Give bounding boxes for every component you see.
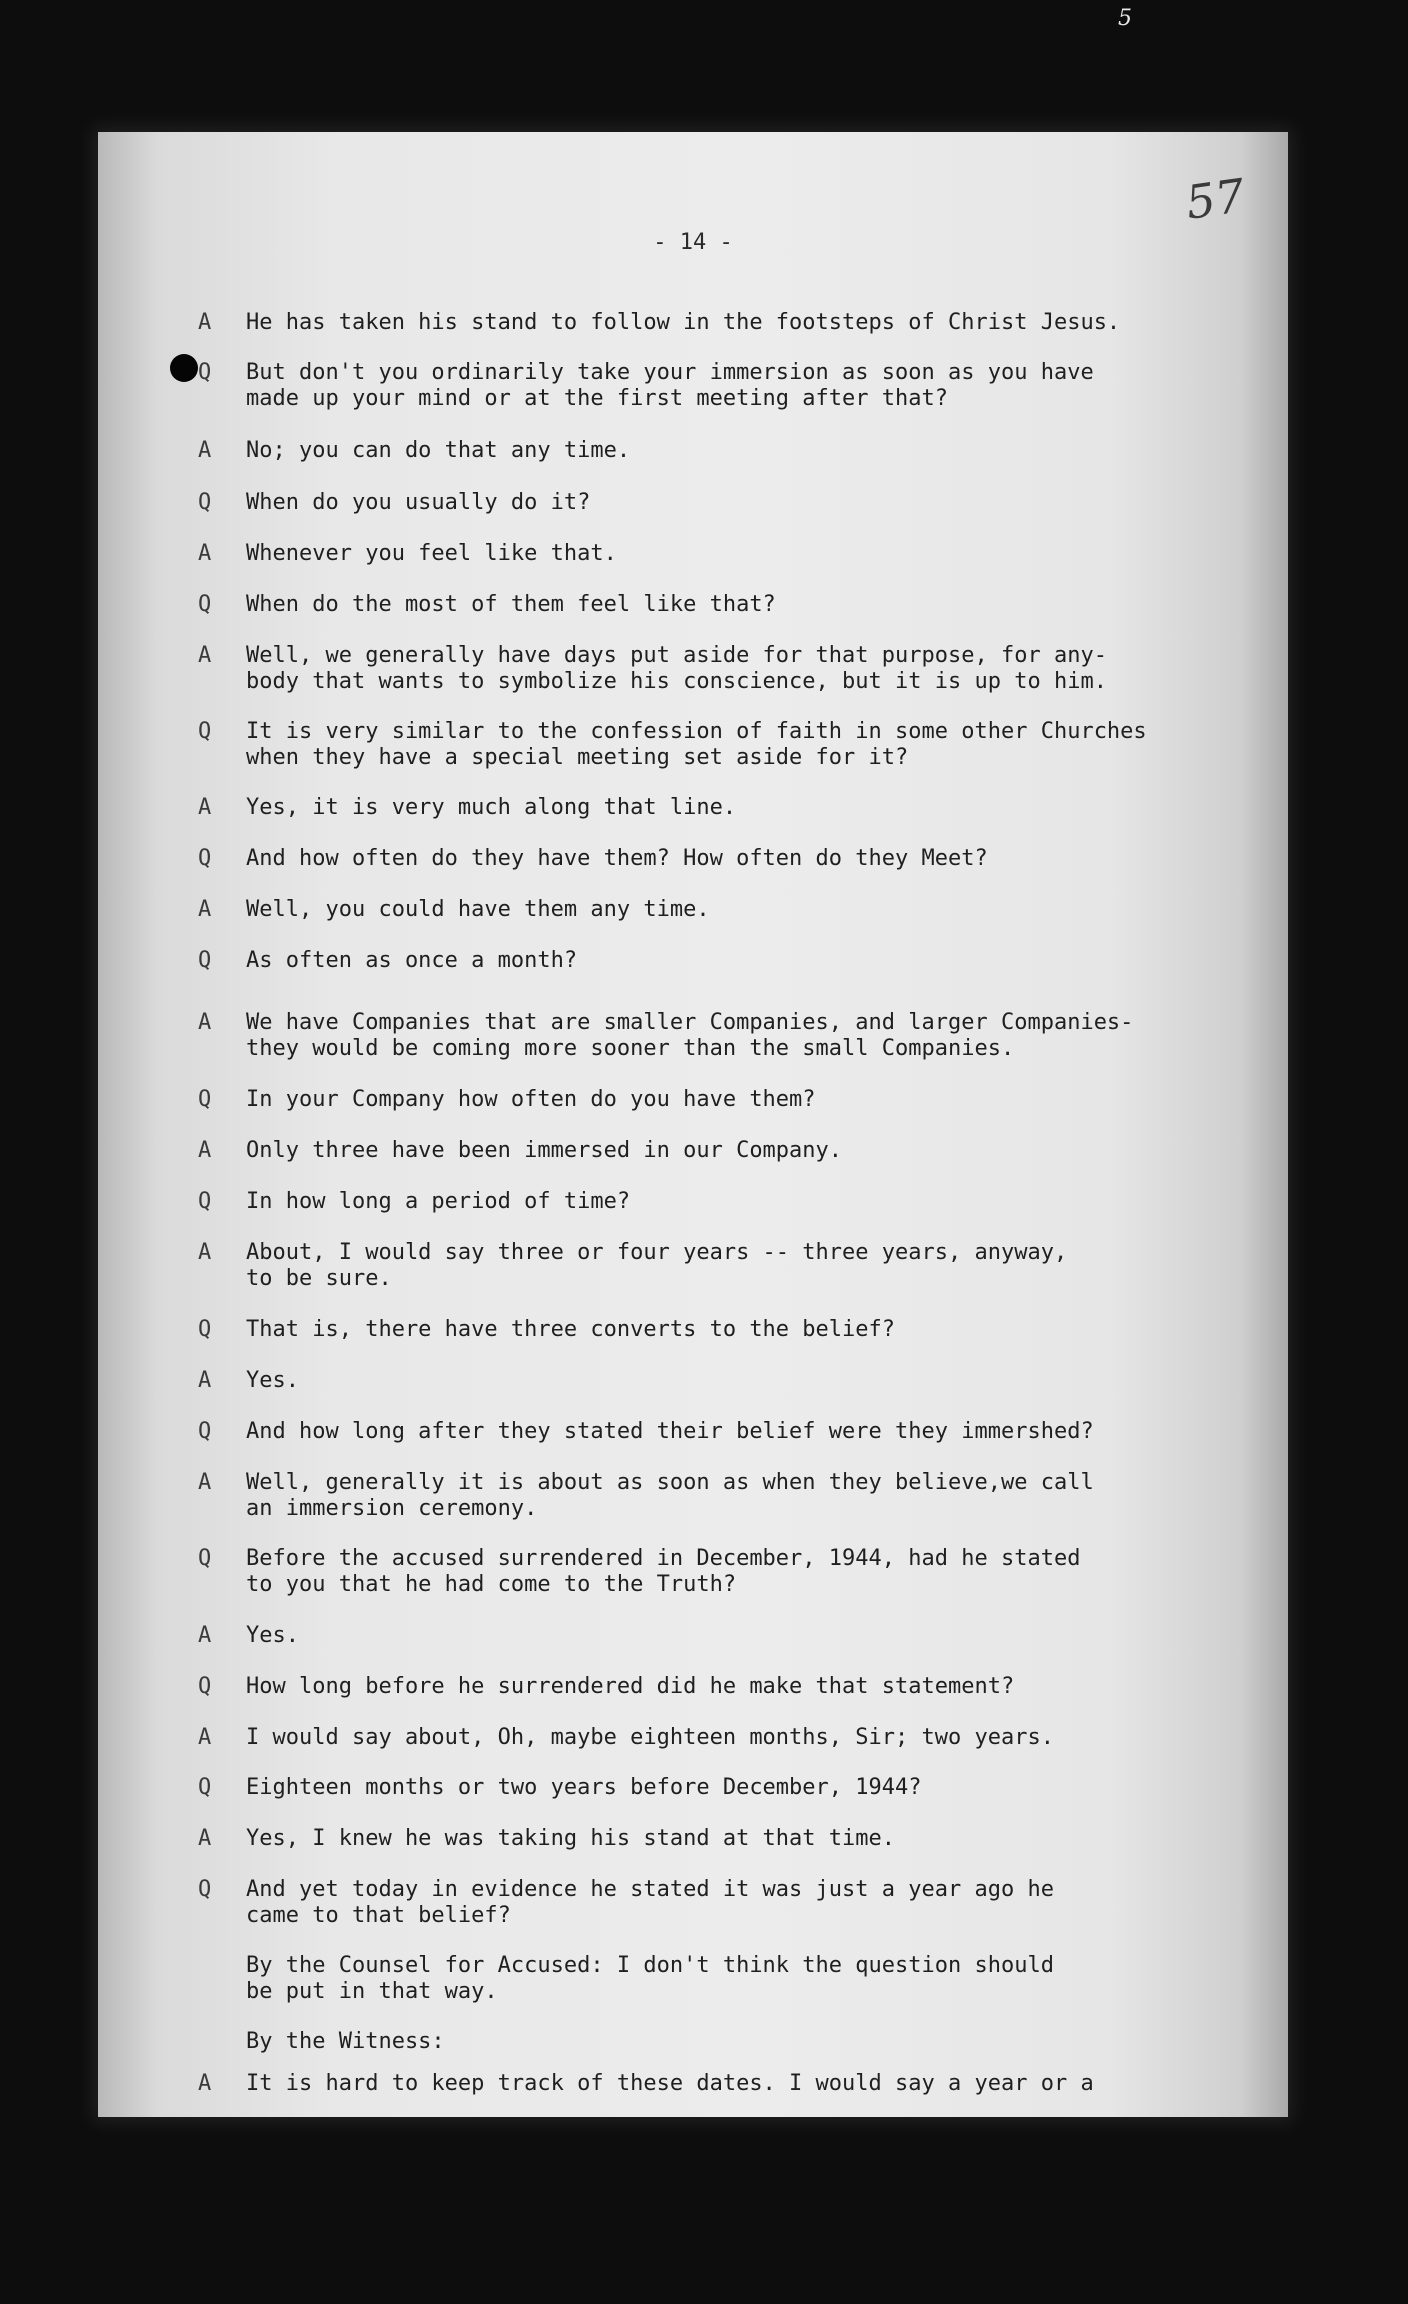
entry-text <box>246 2029 1286 2055</box>
speaker-label: A <box>198 1470 212 1495</box>
entry-text <box>246 1189 1286 1215</box>
text-line: Well, you could have them any time. <box>246 897 710 922</box>
entry-text <box>246 1725 1286 1751</box>
text-line: In your Company how often do you have them? <box>246 1087 816 1112</box>
speaker-label: A <box>198 2071 212 2096</box>
text-line: And yet today in evidence he stated it was just a year ago he <box>246 1877 1054 1902</box>
text-line: Before the accused surrendered in December, 1944, had he stated <box>246 1546 1081 1571</box>
text-line: And how often do they have them? How often do they Meet? <box>246 846 988 871</box>
frame-mark: 5 <box>1118 6 1132 31</box>
text-line: Yes. <box>246 1623 299 1648</box>
document-page <box>98 132 1288 2117</box>
speaker-label: Q <box>198 1189 212 1214</box>
entry-text <box>246 795 1286 821</box>
text-line: Yes, I knew he was taking his stand at that time. <box>246 1826 896 1851</box>
speaker-label: A <box>198 310 212 335</box>
entry-text <box>246 1546 1286 1598</box>
speaker-label: A <box>198 1010 212 1035</box>
text-line: came to that belief? <box>246 1903 511 1928</box>
text-line: When do you usually do it? <box>246 490 591 515</box>
entry-text <box>246 1953 1286 2005</box>
entry-text <box>246 1419 1286 1445</box>
entry-text <box>246 1240 1286 1292</box>
entry-text <box>246 541 1286 567</box>
speaker-label: Q <box>198 1419 212 1444</box>
text-line: be put in that way. <box>246 1979 498 2004</box>
text-line: to you that he had come to the Truth? <box>246 1572 737 1597</box>
text-line: Yes, it is very much along that line. <box>246 795 737 820</box>
entry-text <box>246 1775 1286 1801</box>
entry-text <box>246 360 1286 412</box>
text-line: And how long after they stated their belief were they immershed? <box>246 1419 1094 1444</box>
entry-text <box>246 1877 1286 1929</box>
entry-text <box>246 2071 1286 2097</box>
entry-text <box>246 1674 1286 1700</box>
entry-text <box>246 719 1286 771</box>
speaker-label: A <box>198 1826 212 1851</box>
text-line: Well, we generally have days put aside for that purpose, for any- <box>246 643 1107 668</box>
text-line: Only three have been immersed in our Company. <box>246 1138 843 1163</box>
text-line: How long before he surrendered did he make that statement? <box>246 1674 1015 1699</box>
text-line: Whenever you feel like that. <box>246 541 617 566</box>
text-line: It is hard to keep track of these dates. I would say a year or a <box>246 2071 1094 2096</box>
speaker-label: Q <box>198 592 212 617</box>
entry-text <box>246 1623 1286 1649</box>
speaker-label: A <box>198 643 212 668</box>
speaker-label: A <box>198 1138 212 1163</box>
speaker-label: Q <box>198 1546 212 1571</box>
speaker-label: Q <box>198 490 212 515</box>
text-line: By the Counsel for Accused: I don't think the question should <box>246 1953 1054 1978</box>
speaker-label: A <box>198 897 212 922</box>
speaker-label: Q <box>198 1317 212 1342</box>
text-line: No; you can do that any time. <box>246 438 631 463</box>
speaker-label: A <box>198 438 212 463</box>
text-line: That is, there have three converts to the belief? <box>246 1317 896 1342</box>
entry-text <box>246 490 1286 516</box>
speaker-label: Q <box>198 1877 212 1902</box>
entry-text <box>246 1138 1286 1164</box>
text-line: In how long a period of time? <box>246 1189 631 1214</box>
speaker-label: A <box>198 1240 212 1265</box>
entry-text <box>246 1368 1286 1394</box>
speaker-label: A <box>198 1368 212 1393</box>
entry-text <box>246 1010 1286 1062</box>
entry-text <box>246 897 1286 923</box>
text-line: body that wants to symbolize his conscience, but it is up to him. <box>246 669 1107 694</box>
text-line: they would be coming more sooner than the small Companies. <box>246 1036 1015 1061</box>
speaker-label: A <box>198 1725 212 1750</box>
speaker-label: Q <box>198 719 212 744</box>
speaker-label: Q <box>198 948 212 973</box>
entry-text <box>246 846 1286 872</box>
text-line: Yes. <box>246 1368 299 1393</box>
speaker-label: Q <box>198 846 212 871</box>
handwritten-page-number: 57 <box>1182 168 1249 230</box>
text-line: Well, generally it is about as soon as when they believe,we call <box>246 1470 1094 1495</box>
text-line: made up your mind or at the first meeting after that? <box>246 386 948 411</box>
speaker-label: Q <box>198 360 212 385</box>
entry-text <box>246 643 1286 695</box>
speaker-label: A <box>198 1623 212 1648</box>
entry-text <box>246 948 1286 974</box>
entry-text <box>246 1087 1286 1113</box>
text-line: We have Companies that are smaller Companies, and larger Companies- <box>246 1010 1134 1035</box>
text-line: As often as once a month? <box>246 948 578 973</box>
text-line: It is very similar to the confession of faith in some other Churches <box>246 719 1147 744</box>
speaker-label: Q <box>198 1087 212 1112</box>
text-line: About, I would say three or four years -- three years, anyway, <box>246 1240 1068 1265</box>
text-line: By the Witness: <box>246 2029 445 2054</box>
page-header: - 14 - <box>653 230 733 255</box>
text-line: He has taken his stand to follow in the footsteps of Christ Jesus. <box>246 310 1121 335</box>
speaker-label: A <box>198 541 212 566</box>
punch-hole <box>170 354 198 382</box>
speaker-label: Q <box>198 1775 212 1800</box>
text-line: But don't you ordinarily take your immersion as soon as you have <box>246 360 1094 385</box>
speaker-label: A <box>198 795 212 820</box>
entry-text <box>246 592 1286 618</box>
text-line: to be sure. <box>246 1266 392 1291</box>
entry-text <box>246 1470 1286 1522</box>
text-line: Eighteen months or two years before December, 1944? <box>246 1775 922 1800</box>
text-line: When do the most of them feel like that? <box>246 592 776 617</box>
text-line: an immersion ceremony. <box>246 1496 538 1521</box>
entry-text <box>246 310 1286 336</box>
text-line: I would say about, Oh, maybe eighteen months, Sir; two years. <box>246 1725 1054 1750</box>
speaker-label: Q <box>198 1674 212 1699</box>
entry-text <box>246 1317 1286 1343</box>
text-line: when they have a special meeting set aside for it? <box>246 745 909 770</box>
entry-text <box>246 1826 1286 1852</box>
entry-text <box>246 438 1286 464</box>
